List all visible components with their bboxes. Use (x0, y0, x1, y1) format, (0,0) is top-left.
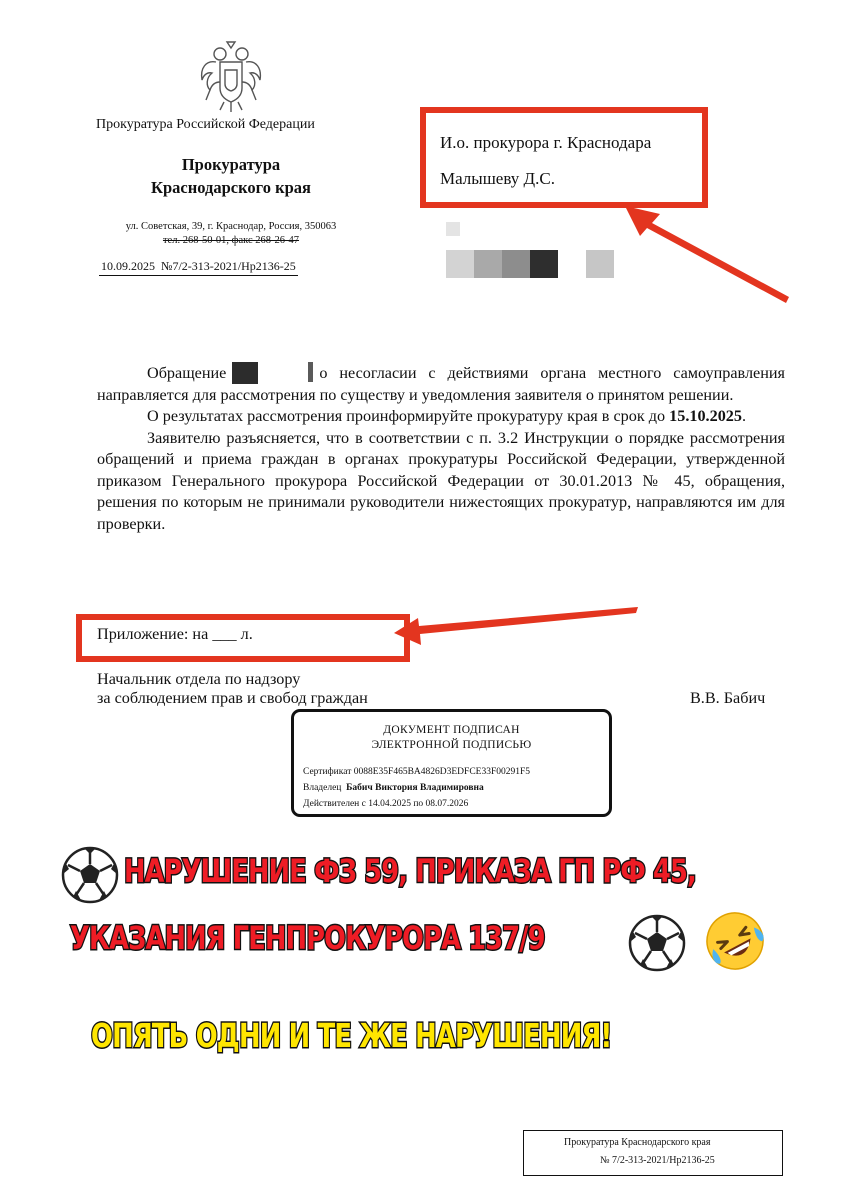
body-paragraph-3: Заявителю разъясняется, что в соответствии с п. 3.2 Инструкции о порядке рассмотрения обращений и приема граждан в органах прокуратуры Российской Федерации, утвержденной приказом Генерального прокурора Российской Федерации от 30.01.2013 № 45, обращения, решения по которым не принимали руководители нижестоящих прокуратур, направляются им для проверки. (97, 428, 785, 533)
caption-violation-line1: НАРУШЕНИЕ ФЗ 59, ПРИКАЗА ГП РФ 45, (124, 852, 696, 890)
e-signature-title-line2: ЭЛЕКТРОННОЙ ПОДПИСЬЮ (371, 739, 532, 751)
sender-org-name (96, 153, 366, 199)
arrow-to-attachment (394, 607, 638, 645)
outgoing-date: 10.09.2025 (101, 259, 155, 273)
deadline-date: 15.10.2025 (669, 407, 742, 425)
arrow-to-addressee (625, 206, 789, 303)
soccer-ball-icon (627, 913, 687, 973)
outgoing-reference (99, 259, 298, 276)
registration-stamp-number: № 7/2-313-2021/Нр2136-25 (600, 1155, 715, 1166)
registration-stamp (523, 1130, 783, 1176)
attachment-line: Приложение: на ___ л. (97, 625, 253, 643)
sender-address-line1: ул. Советская, 39, г. Краснодар, Россия, 350063 (125, 221, 337, 232)
redacted-name (226, 362, 319, 382)
e-signature-owner: Владелец Бабич Виктория Владимировна (303, 783, 484, 793)
signer-name: В.В. Бабич (690, 689, 766, 707)
e-signature-title-line1: ДОКУМЕНТ ПОДПИСАН (383, 724, 520, 736)
sender-org-name-line2: Краснодарского края (151, 178, 311, 197)
addressee-line2: Малышеву Д.С. (440, 169, 555, 188)
caption-violation-line2: УКАЗАНИЯ ГЕНПРОКУРОРА 137/9 (70, 919, 545, 957)
sender-org-name-line1: Прокуратура (181, 155, 281, 174)
soccer-ball-icon (60, 845, 120, 905)
e-signature-stamp (291, 709, 612, 817)
caption-again-same-violations: ОПЯТЬ ОДНИ И ТЕ ЖЕ НАРУШЕНИЯ! (91, 1016, 612, 1055)
body-paragraph-1: Обращение о несогласии с действиями органа местного самоуправления направляется для рассмотрения по существу и уведомления заявителя о принятом решении. (97, 364, 785, 404)
signer-position-line2: за соблюдением прав и свобод граждан (97, 689, 368, 707)
sender-address-line2: тел. 268-50-01, факс 268-26-47 (162, 235, 300, 246)
coat-of-arms-emblem (196, 40, 266, 114)
signer-position (97, 670, 368, 708)
e-signature-validity: Действителен с 14.04.2025 по 08.07.2026 (303, 799, 469, 809)
sender-address (96, 220, 366, 248)
registration-stamp-org: Прокуратура Краснодарского края (564, 1137, 711, 1148)
sender-org-top: Прокуратура Российской Федерации (96, 117, 315, 132)
rolling-laughing-emoji (702, 908, 768, 974)
redacted-pixel-block (446, 222, 616, 282)
signer-position-line1: Начальник отдела по надзору (97, 670, 301, 688)
body-paragraph-2: О результатах рассмотрения проинформируйте прокуратуру края в срок до 15.10.2025. (147, 407, 747, 425)
e-signature-certificate: Сертификат 0088E35F465BA4826D3EDFCE33F00291F5 (303, 767, 531, 777)
addressee-line1: И.о. прокурора г. Краснодара (440, 133, 652, 152)
letter-body (97, 362, 785, 535)
outgoing-number: №7/2-313-2021/Нр2136-25 (161, 259, 296, 273)
addressee-highlight-box (420, 107, 708, 208)
